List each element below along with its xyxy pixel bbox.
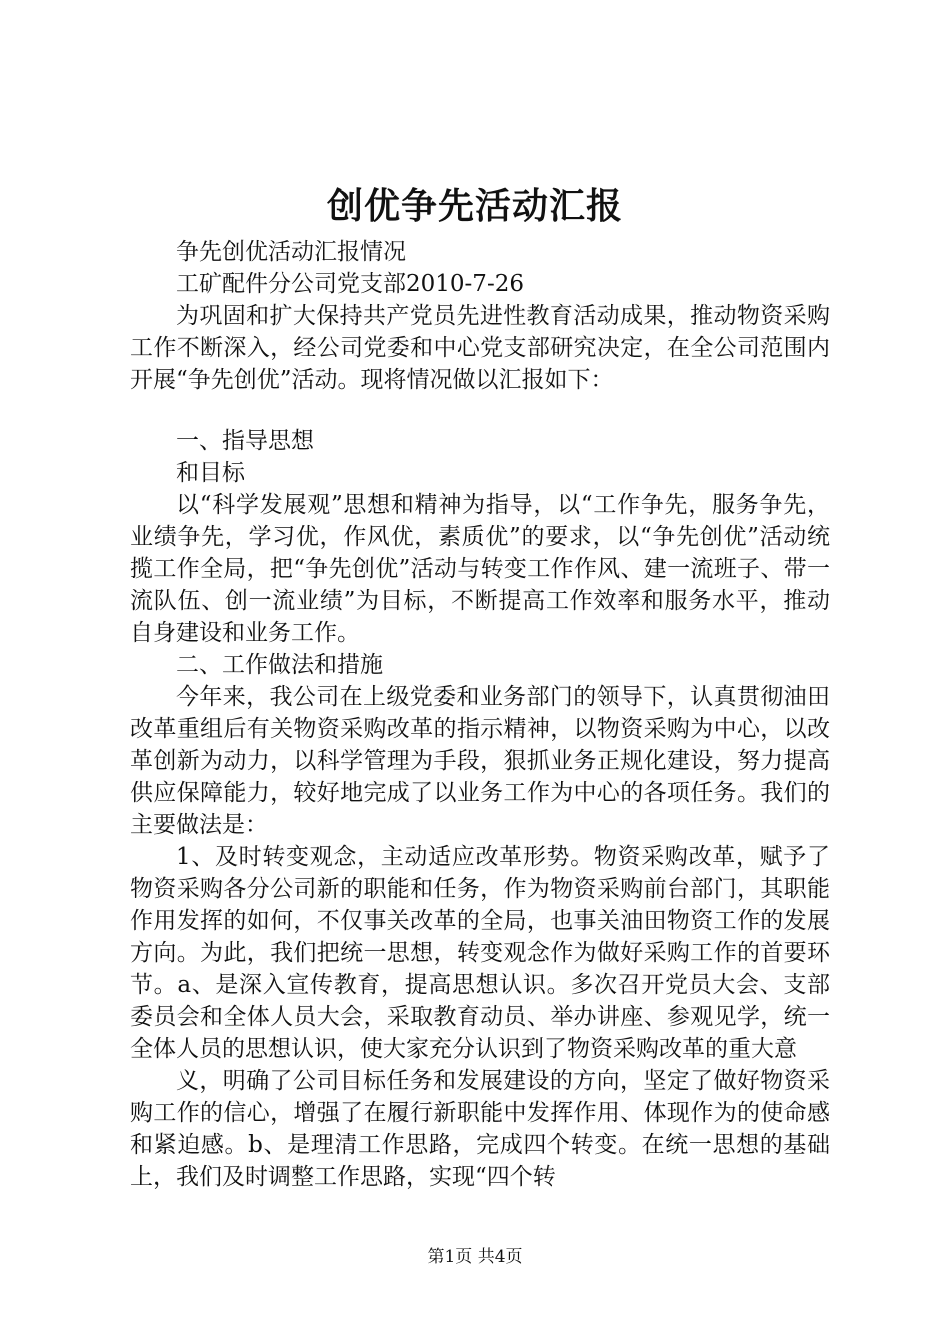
paragraph-intro: 为巩固和扩大保持共产党员先进性教育活动成果，推动物资采购工作不断深入，经公司党委和中心党支部研究决定，在全公司范围内开展“争先创优”活动。现将情况做以汇报如下：: [130, 303, 830, 393]
page-number-footer: 第1页 共4页: [427, 1247, 523, 1267]
document-body: [130, 236, 830, 1193]
section-heading-guiding-thought: 一、指导思想: [176, 428, 314, 454]
paragraph-methods: 今年来，我公司在上级党委和业务部门的领导下，认真贯彻油田改革重组后有关物资采购改革的指示精神，以物资采购为中心，以改革创新为动力，以科学管理为手段，狠抓业务正规化建设，努力提高供应保障能力，较好地完成了以业务工作为中心的各项任务。我们的主要做法是：: [130, 684, 830, 838]
section-heading-continuation: 和目标: [176, 460, 245, 486]
paragraph-author-date: 工矿配件分公司党支部2010-7-26: [176, 271, 524, 297]
paragraph-item-1-continued: 义，明确了公司目标任务和发展建设的方向，坚定了做好物资采购工作的信心，增强了在履行新职能中发挥作用、体现作为的使命感和紧迫感。b、是理清工作思路，完成四个转变。在统一思想的基础上，我们及时调整工作思路，实现“四个转: [130, 1068, 830, 1190]
paragraph-item-1: 1、及时转变观念，主动适应改革形势。物资采购改革，赋予了物资采购各分公司新的职能和任务，作为物资采购前台部门，其职能作用发挥的如何，不仅事关改革的全局，也事关油田物资工作的发展方向。为此，我们把统一思想，转变观念作为做好采购工作的首要环节。a、是深入宣传教育，提高思想认识。多次召开党员大会、支部委员会和全体人员大会，采取教育动员、举办讲座、参观见学，统一全体人员的思想认识，使大家充分认识到了物资采购改革的重大意: [130, 844, 830, 1062]
section-heading-methods: 二、工作做法和措施: [176, 652, 383, 678]
document-title: 创优争先活动汇报: [326, 185, 623, 227]
paragraph-subtitle: 争先创优活动汇报情况: [176, 239, 406, 265]
paragraph-guiding-thought: 以“科学发展观”思想和精神为指导，以“工作争先，服务争先，业绩争先，学习优，作风优，素质优”的要求，以“争先创优”活动统揽工作全局，把“争先创优”活动与转变工作作风、建一流班子、带一流队伍、创一流业绩”为目标，不断提高工作效率和服务水平，推动自身建设和业务工作。: [130, 492, 830, 646]
